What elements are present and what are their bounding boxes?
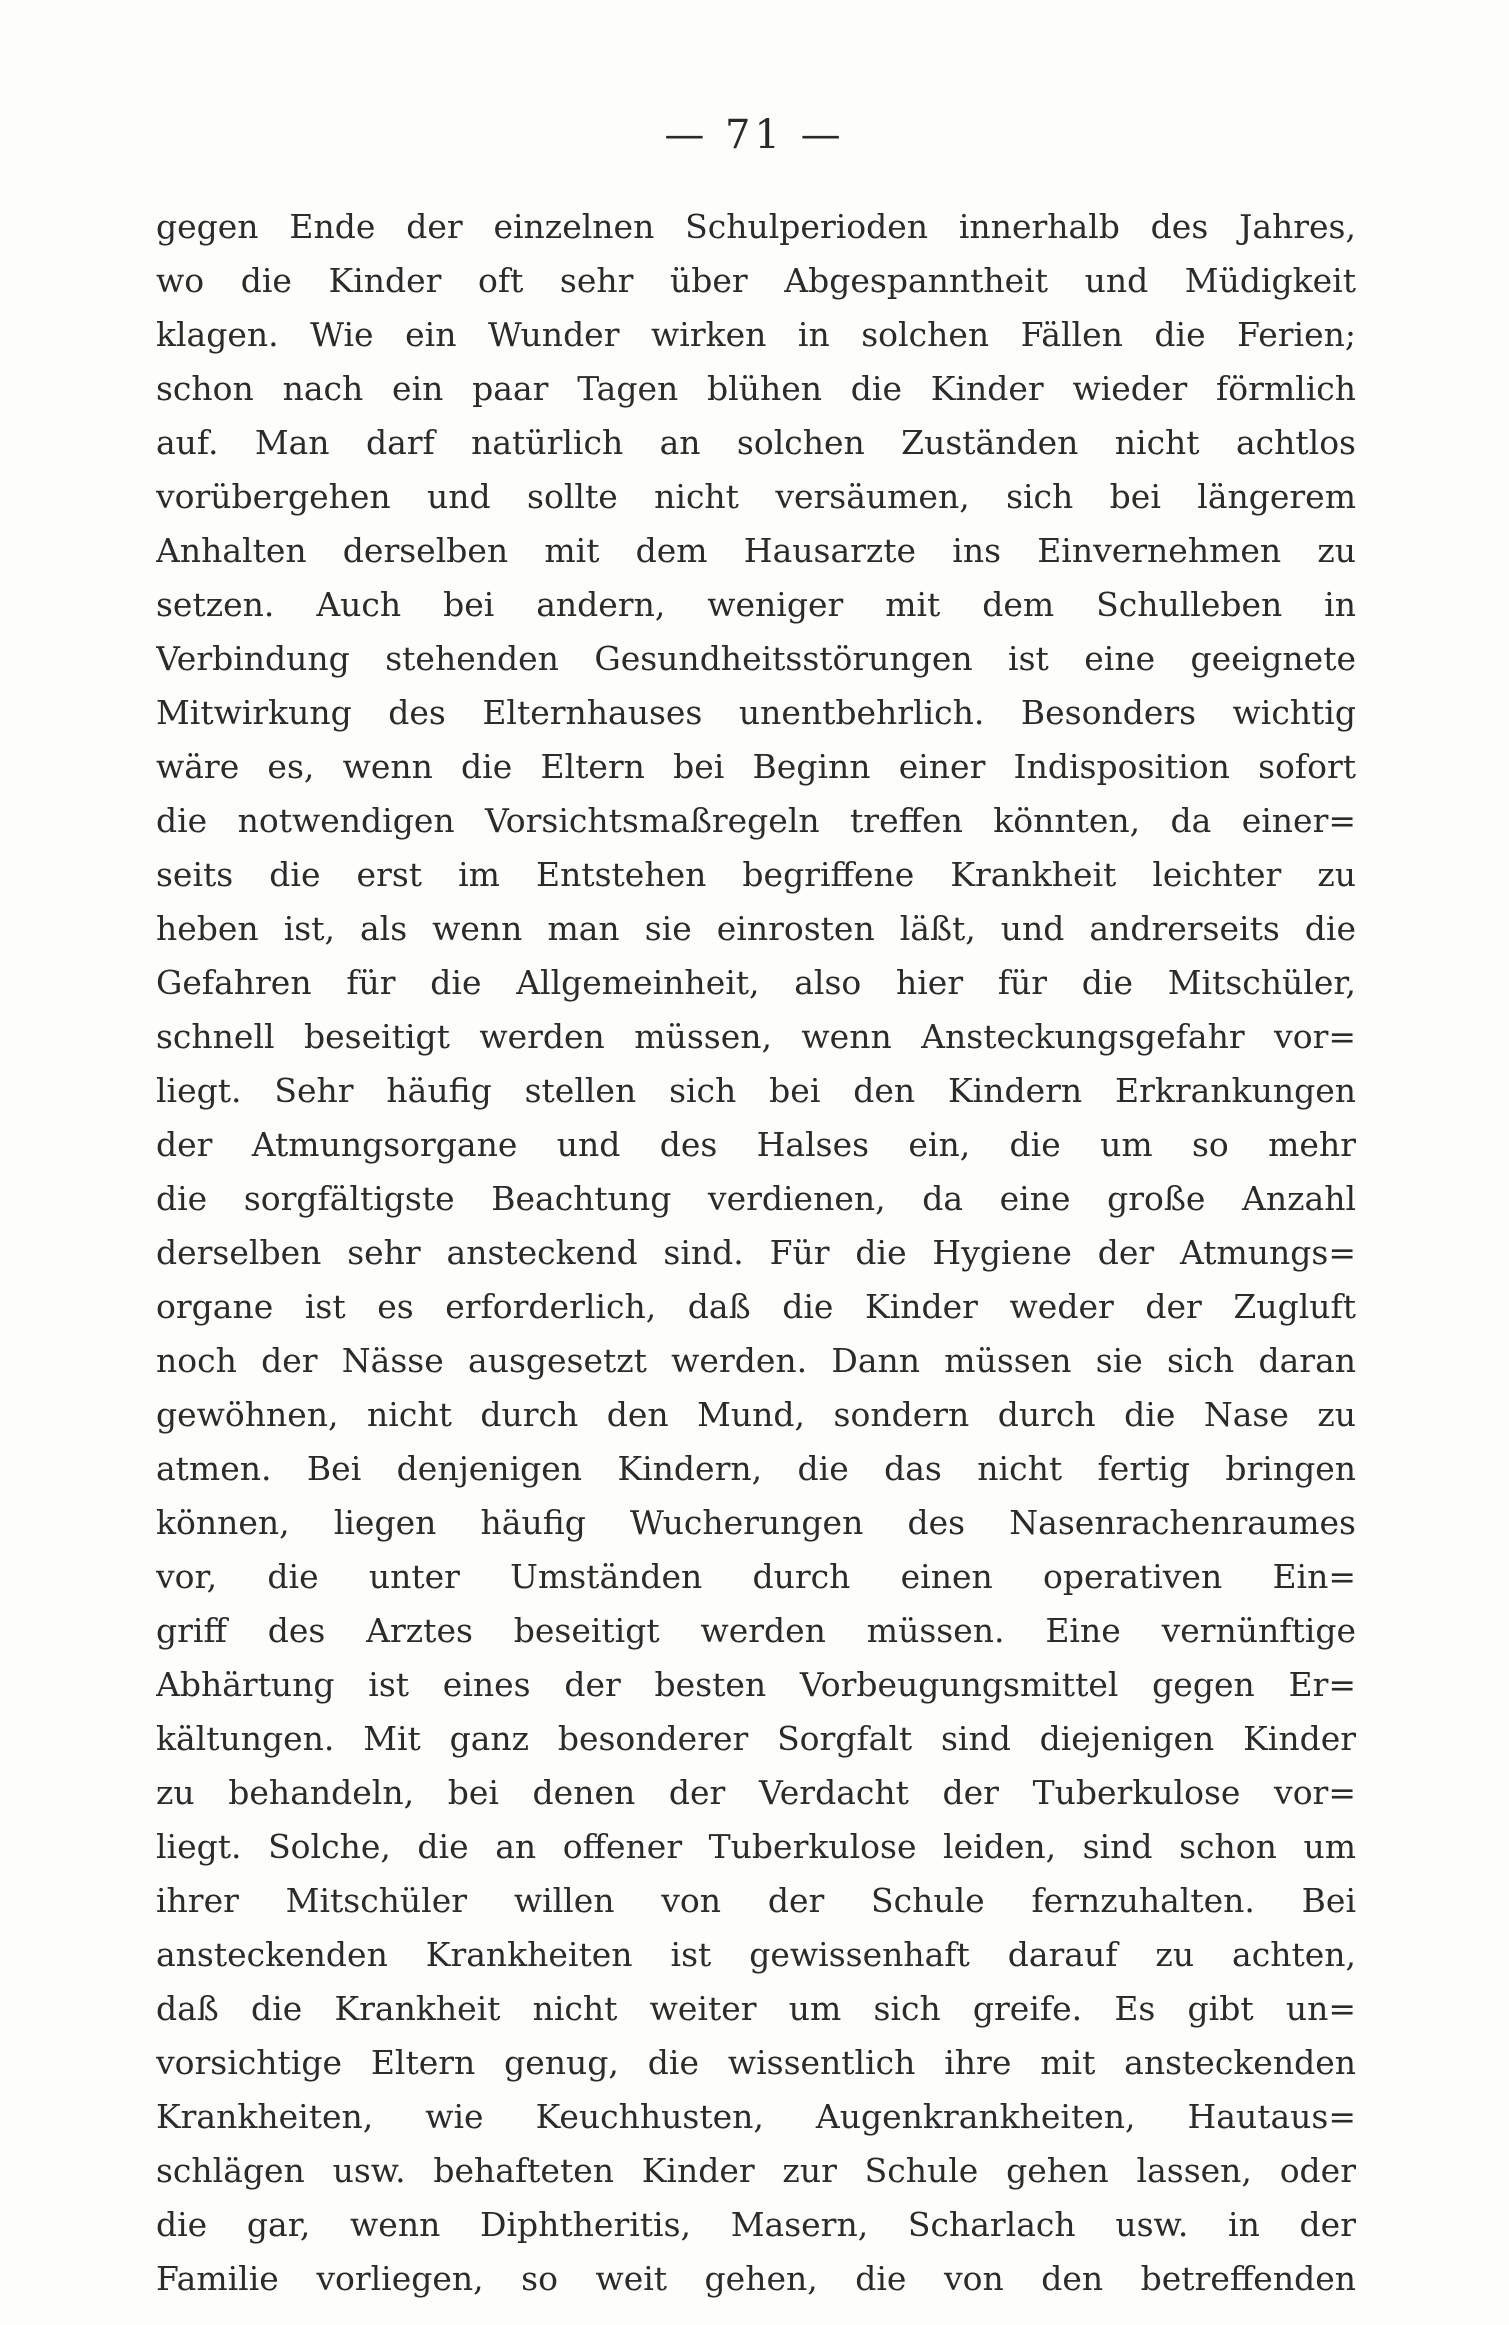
text-line: derselben sehr ansteckend sind. Für die Hygiene der Atmungs= (156, 1233, 1356, 1272)
text-line: ansteckenden Krankheiten ist gewissenhaft darauf zu achten, (156, 1935, 1356, 1974)
text-line: ihrer Mitschüler willen von der Schule fernzuhalten. Bei (156, 1881, 1356, 1920)
text-line: die notwendigen Vorsichtsmaßregeln treffen könnten, da einer= (156, 801, 1356, 840)
text-line: liegt. Solche, die an offener Tuberkulose leiden, sind schon um (156, 1827, 1356, 1866)
text-line: griff des Arztes beseitigt werden müssen. Eine vernünftige (156, 1611, 1356, 1650)
text-line: Anhalten derselben mit dem Hausarzte ins Einvernehmen zu (156, 531, 1356, 570)
text-line: Mitwirkung des Elternhauses unentbehrlich. Besonders wichtig (156, 693, 1356, 732)
text-line: heben ist, als wenn man sie einrosten läßt, und andrerseits die (156, 909, 1356, 948)
text-line: atmen. Bei denjenigen Kindern, die das nicht fertig bringen (156, 1449, 1356, 1488)
text-line: können, liegen häufig Wucherungen des Nasenrachenraumes (156, 1503, 1356, 1542)
text-line: schlägen usw. behafteten Kinder zur Schule gehen lassen, oder (156, 2151, 1356, 2190)
text-line: liegt. Sehr häufig stellen sich bei den Kindern Erkrankungen (156, 1071, 1356, 1110)
text-line: schnell beseitigt werden müssen, wenn Ansteckungsgefahr vor= (156, 1017, 1356, 1056)
text-line: organe ist es erforderlich, daß die Kinder weder der Zugluft (156, 1287, 1356, 1326)
text-line: seits die erst im Entstehen begriffene Krankheit leichter zu (156, 855, 1356, 894)
text-line: vor, die unter Umständen durch einen operativen Ein= (156, 1557, 1356, 1596)
text-line: vorsichtige Eltern genug, die wissentlich ihre mit ansteckenden (156, 2043, 1356, 2082)
page-number: — 71 — (664, 112, 845, 158)
text-line: vorübergehen und sollte nicht versäumen, sich bei längerem (156, 477, 1356, 516)
text-line: zu behandeln, bei denen der Verdacht der Tuberkulose vor= (156, 1773, 1356, 1812)
text-line: Verbindung stehenden Gesundheitsstörungen ist eine geeignete (156, 639, 1356, 678)
text-line: die sorgfältigste Beachtung verdienen, da eine große Anzahl (156, 1179, 1356, 1218)
text-line: noch der Nässe ausgesetzt werden. Dann müssen sie sich daran (156, 1341, 1356, 1380)
text-line: Gefahren für die Allgemeinheit, also hier für die Mitschüler, (156, 963, 1356, 1002)
text-line: daß die Krankheit nicht weiter um sich greife. Es gibt un= (156, 1989, 1356, 2028)
text-line: wo die Kinder oft sehr über Abgespanntheit und Müdigkeit (156, 261, 1356, 300)
text-line: kältungen. Mit ganz besonderer Sorgfalt sind diejenigen Kinder (156, 1719, 1356, 1758)
text-line: setzen. Auch bei andern, weniger mit dem Schulleben in (156, 585, 1356, 624)
text-line: Abhärtung ist eines der besten Vorbeugungsmittel gegen Er= (156, 1665, 1356, 1704)
text-line: schon nach ein paar Tagen blühen die Kinder wieder förmlich (156, 369, 1356, 408)
text-line: Familie vorliegen, so weit gehen, die von den betreffenden (156, 2259, 1356, 2298)
text-line: gegen Ende der einzelnen Schulperioden innerhalb des Jahres, (156, 207, 1356, 246)
text-line: gewöhnen, nicht durch den Mund, sondern durch die Nase zu (156, 1395, 1356, 1434)
text-line: die gar, wenn Diphtheritis, Masern, Scharlach usw. in der (156, 2205, 1356, 2244)
text-line: der Atmungsorgane und des Halses ein, die um so mehr (156, 1125, 1356, 1164)
text-line: wäre es, wenn die Eltern bei Beginn einer Indisposition sofort (156, 747, 1356, 786)
text-line: auf. Man darf natürlich an solchen Zuständen nicht achtlos (156, 423, 1356, 462)
body-text (156, 200, 1356, 2306)
text-line: Krankheiten, wie Keuchhusten, Augenkrankheiten, Hautaus= (156, 2097, 1356, 2136)
text-line: klagen. Wie ein Wunder wirken in solchen Fällen die Ferien; (156, 315, 1356, 354)
